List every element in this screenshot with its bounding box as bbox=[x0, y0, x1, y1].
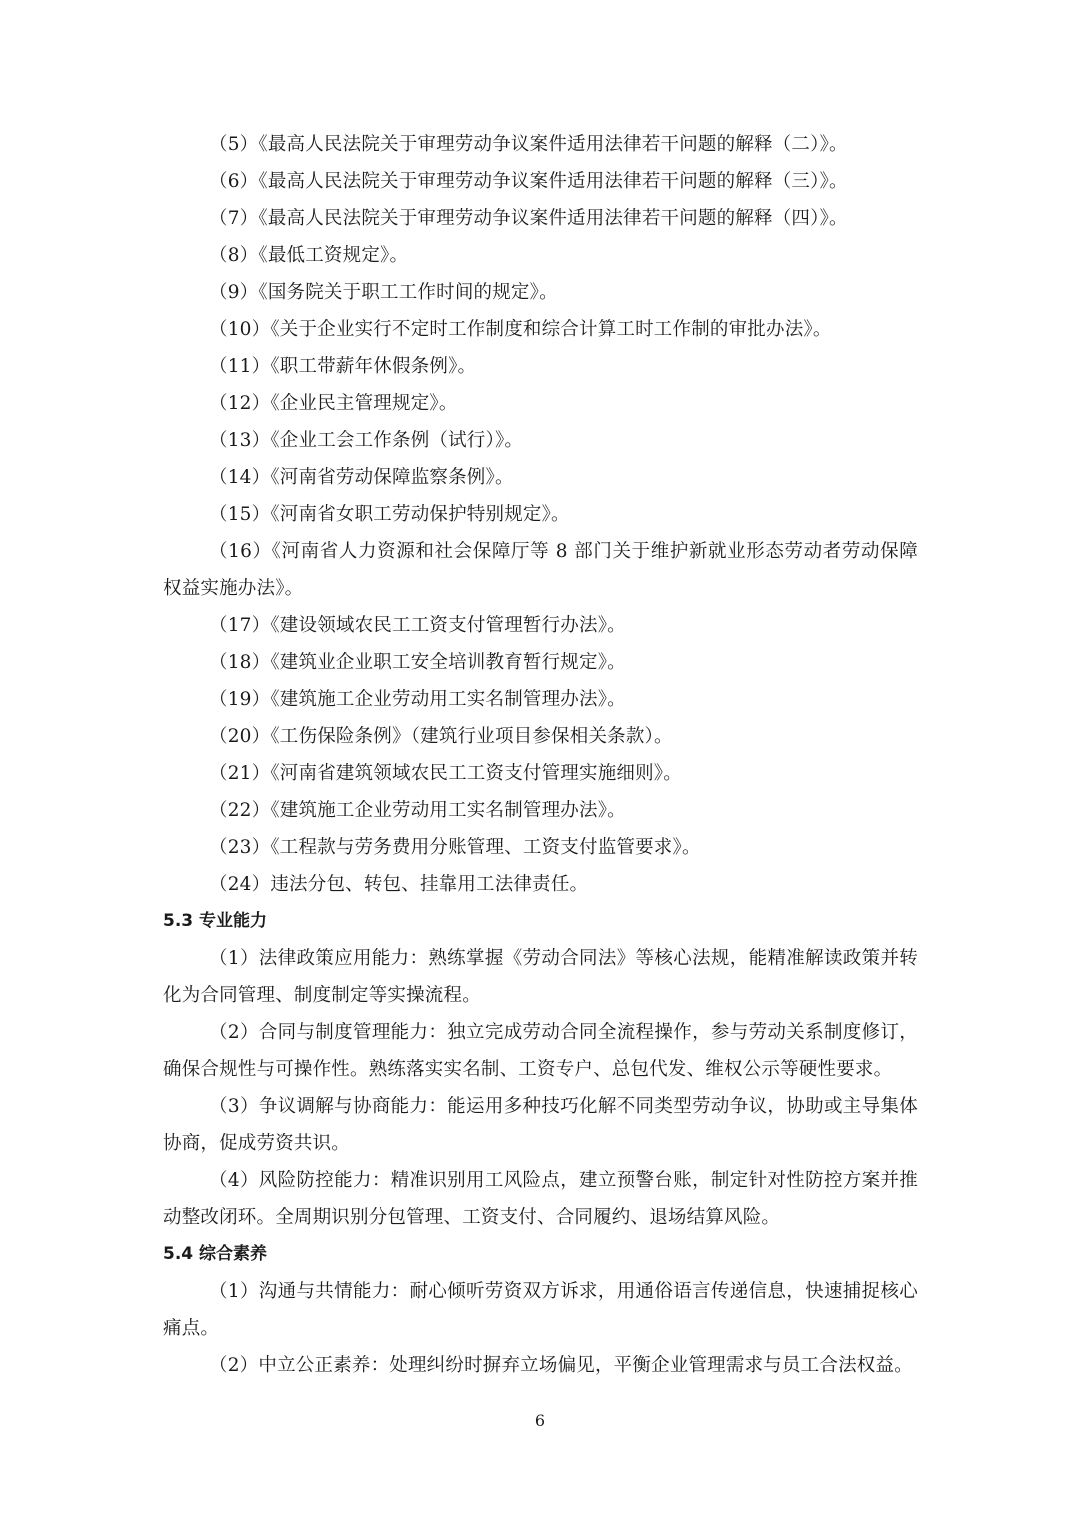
paragraph-line: （2）合同与制度管理能力：独立完成劳动合同全流程操作，参与劳动关系制度修订， bbox=[209, 1022, 918, 1043]
list-item: （23）《工程款与劳务费用分账管理、工资支付监管要求》。 bbox=[209, 837, 701, 858]
list-item: （7）《最高人民法院关于审理劳动争议案件适用法律若干问题的解释（四）》。 bbox=[209, 208, 848, 229]
paragraph-line: 动整改闭环。全周期识别分包管理、工资支付、合同履约、退场结算风险。 bbox=[163, 1207, 781, 1228]
paragraph-line: 化为合同管理、制度制定等实操流程。 bbox=[163, 985, 481, 1006]
paragraph-line: （4）风险防控能力：精准识别用工风险点，建立预警台账，制定针对性防控方案并推 bbox=[209, 1170, 918, 1191]
list-item-16-line1: （16）《河南省人力资源和社会保障厅等 8 部门关于维护新就业形态劳动者劳动保障 bbox=[209, 541, 918, 562]
list-item: （15）《河南省女职工劳动保护特别规定》。 bbox=[209, 504, 570, 525]
list-item: （22）《建筑施工企业劳动用工实名制管理办法》。 bbox=[209, 800, 626, 821]
paragraph-line: 确保合规性与可操作性。熟练落实实名制、工资专户、总包代发、维权公示等硬性要求。 bbox=[163, 1059, 893, 1080]
paragraph: （2）中立公正素养：处理纠纷时摒弃立场偏见，平衡企业管理需求与员工合法权益。 bbox=[209, 1355, 913, 1376]
paragraph bbox=[163, 1088, 918, 1162]
list-item: （18）《建筑业企业职工安全培训教育暂行规定》。 bbox=[209, 652, 626, 673]
list-item: （8）《最低工资规定》。 bbox=[209, 245, 409, 266]
list-item: （24）违法分包、转包、挂靠用工法律责任。 bbox=[209, 874, 589, 895]
paragraph bbox=[163, 940, 918, 1014]
list-item-16 bbox=[163, 533, 918, 607]
list-item: （9）《国务院关于职工工作时间的规定》。 bbox=[209, 282, 558, 303]
list-item: （12）《企业民主管理规定》。 bbox=[209, 393, 458, 414]
list-item: （6）《最高人民法院关于审理劳动争议案件适用法律若干问题的解释（三）》。 bbox=[209, 171, 848, 192]
list-item: （13）《企业工会工作条例（试行）》。 bbox=[209, 430, 524, 451]
paragraph-line: （1）沟通与共情能力：耐心倾听劳资双方诉求，用通俗语言传递信息，快速捕捉核心 bbox=[209, 1281, 918, 1302]
list-item: （14）《河南省劳动保障监察条例》。 bbox=[209, 467, 514, 488]
section-heading-professional-ability: 5.3 专业能力 bbox=[163, 911, 268, 931]
paragraph bbox=[163, 1273, 918, 1347]
list-item: （20）《工伤保险条例》（建筑行业项目参保相关条款）。 bbox=[209, 726, 673, 747]
list-item: （5）《最高人民法院关于审理劳动争议案件适用法律若干问题的解释（二）》。 bbox=[209, 134, 848, 155]
list-item-16-line2: 权益实施办法》。 bbox=[163, 578, 304, 599]
paragraph bbox=[163, 1162, 918, 1236]
page-content bbox=[163, 126, 918, 1384]
page-number: 6 bbox=[534, 1411, 546, 1430]
list-item: （19）《建筑施工企业劳动用工实名制管理办法》。 bbox=[209, 689, 626, 710]
list-item: （11）《职工带薪年休假条例》。 bbox=[209, 356, 477, 377]
paragraph-line: 协商，促成劳资共识。 bbox=[163, 1133, 351, 1154]
paragraph-line: （3）争议调解与协商能力：能运用多种技巧化解不同类型劳动争议，协助或主导集体 bbox=[209, 1096, 918, 1117]
paragraph-line: 痛点。 bbox=[163, 1318, 220, 1339]
section-heading-comprehensive-quality: 5.4 综合素养 bbox=[163, 1244, 268, 1264]
list-item: （21）《河南省建筑领域农民工工资支付管理实施细则》。 bbox=[209, 763, 682, 784]
list-item: （10）《关于企业实行不定时工作制度和综合计算工时工作制的审批办法》。 bbox=[209, 319, 832, 340]
paragraph-line: （1）法律政策应用能力：熟练掌握《劳动合同法》等核心法规，能精准解读政策并转 bbox=[209, 948, 918, 969]
paragraph bbox=[163, 1014, 918, 1088]
list-item: （17）《建设领域农民工工资支付管理暂行办法》。 bbox=[209, 615, 626, 636]
